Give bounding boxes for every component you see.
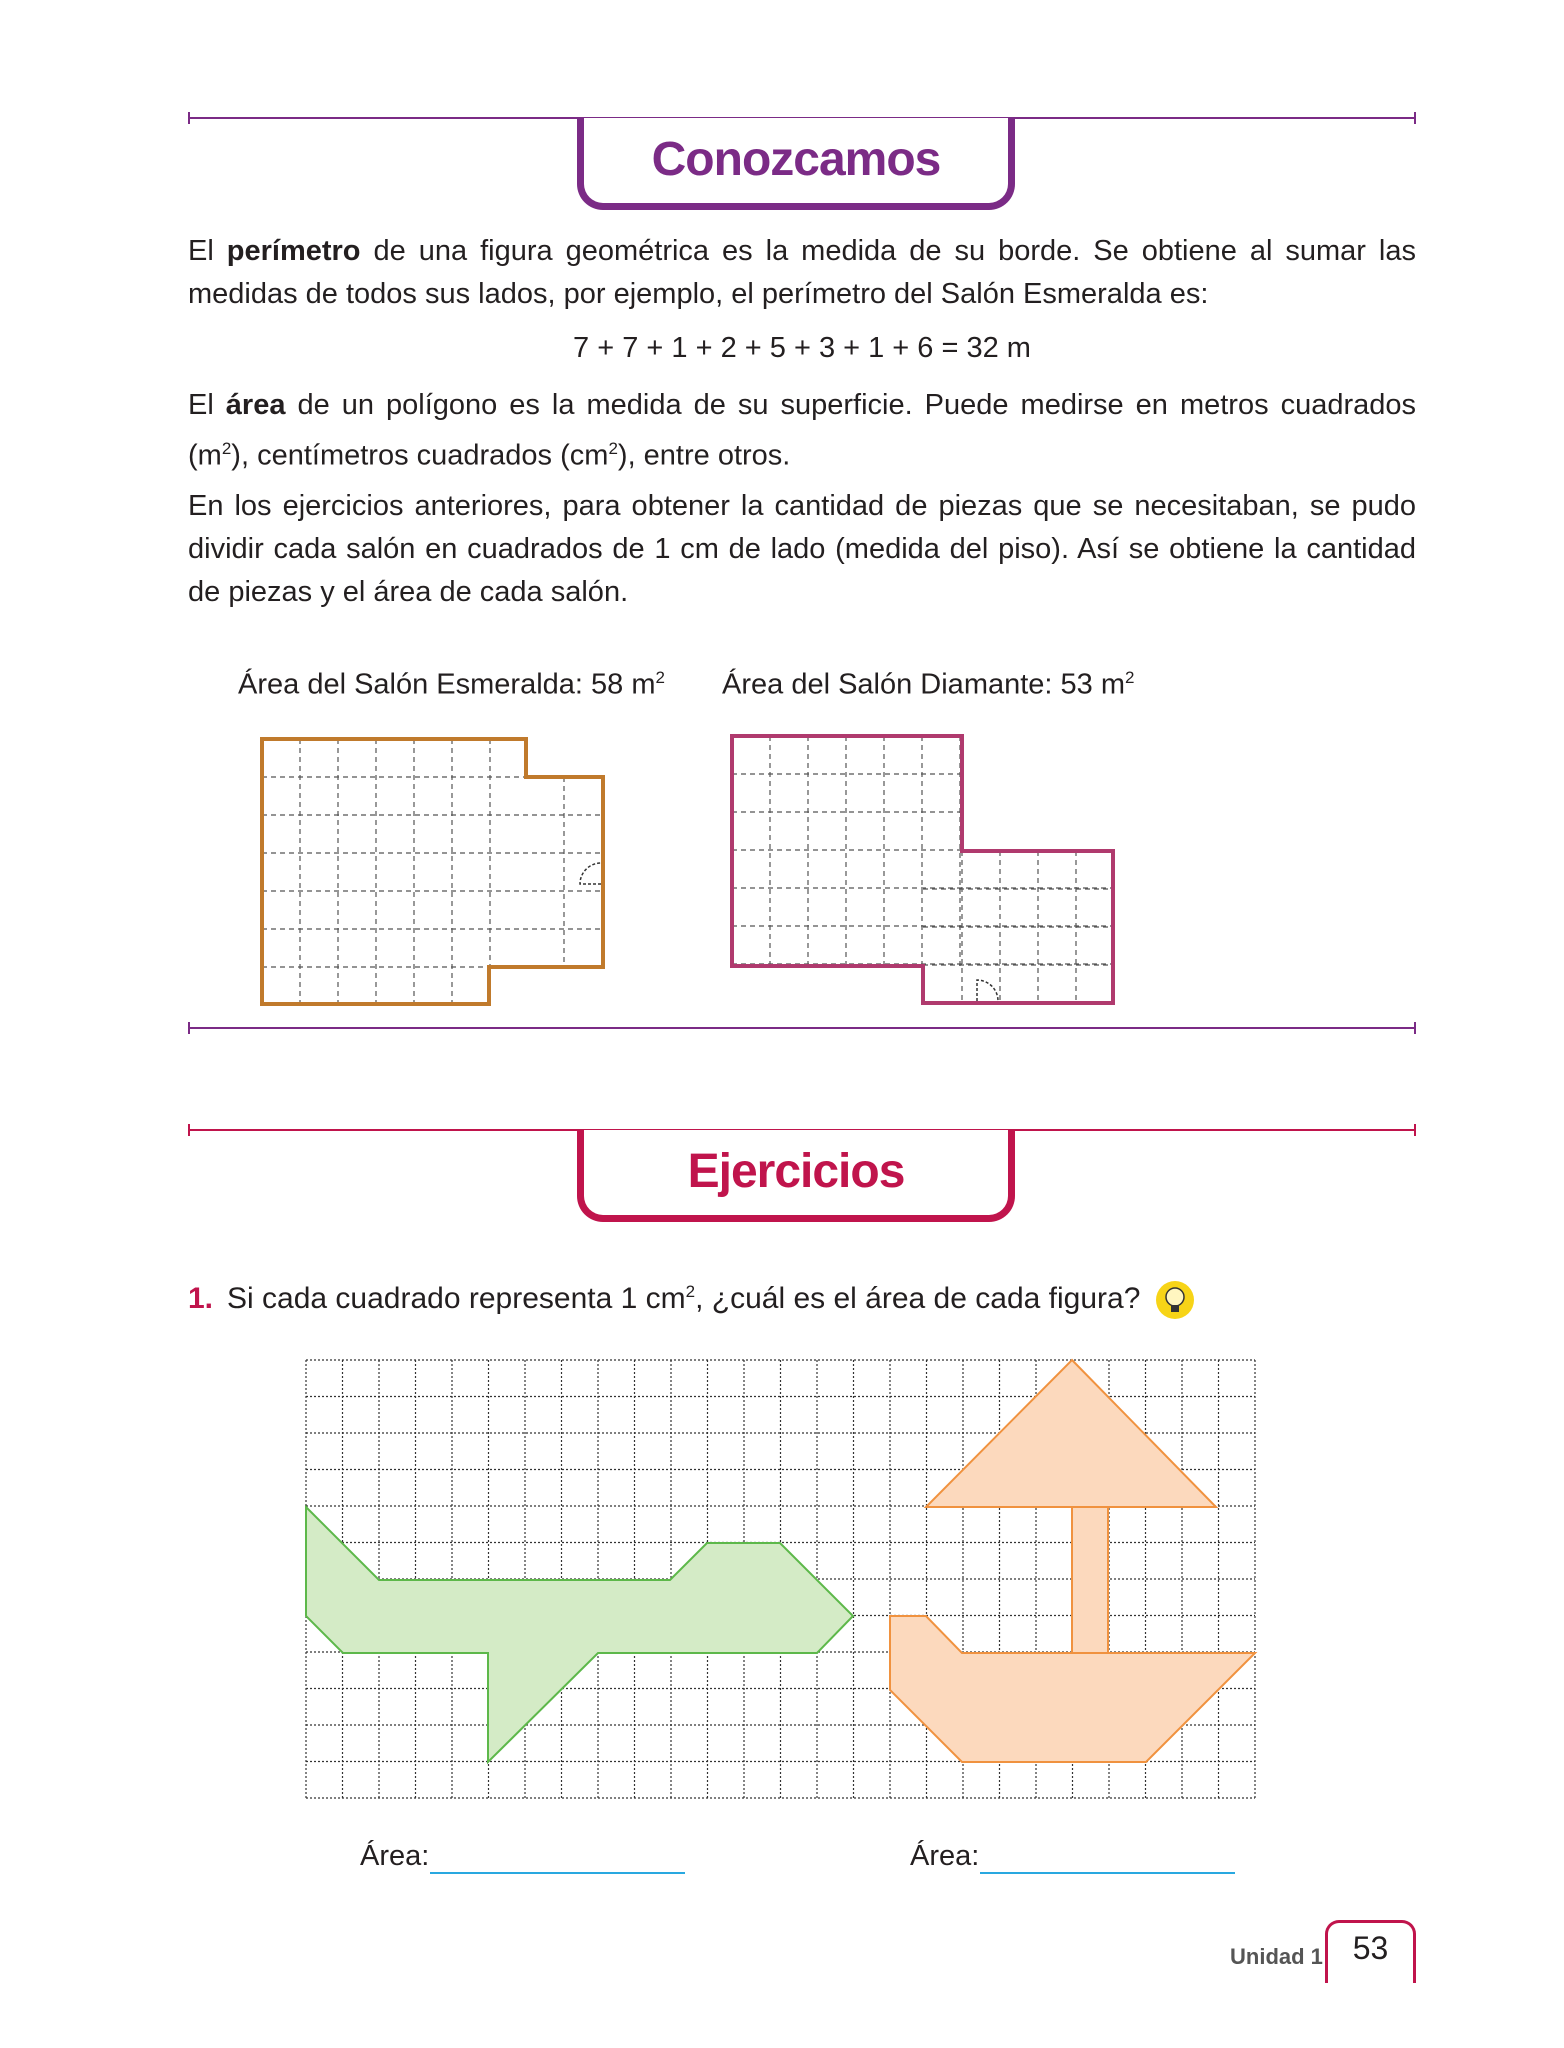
area-term: área [225,389,286,421]
unit-label: Unidad 1 [1230,1944,1323,1969]
perimeter-equation: 7 + 7 + 1 + 2 + 5 + 3 + 1 + 6 = 32 m [573,332,1031,364]
page-number: 53 [1325,1920,1416,1983]
esmeralda-door-mark [580,863,601,884]
perimeter-paragraph: El perímetro de una figura geométrica es la medida de su borde. Se obtiene al sumar las medidas de todos sus lados, por ejemplo, el perímetro del Salón Esmeralda es: [188,235,1416,310]
green-airplane-shape [306,1507,853,1762]
explanation-paragraph: En los ejercicios anteriores, para obtener la cantidad de piezas que se necesitaban, se pudo dividir cada salón en cuadrados de 1 cm de lado (medida del piso). Así se obtiene la cantidad de piezas y el área de cada salón. [188,490,1416,608]
orange-umbrella-stem [1072,1507,1108,1653]
exercise-number: 1. [188,1281,214,1315]
answer-label-2: Área: [910,1840,980,1872]
answer-label-1: Área: [360,1840,430,1872]
exercise-1-question: 1. Si cada cuadrado representa 1 $cm^2$, ¿cuál es el área de cada figura? [188,1280,1195,1320]
diamante-caption: Área del Salón Diamante: 53 $m^2$ [722,668,1135,701]
esmeralda-floorplan [262,739,603,1004]
diamante-door-mark [977,980,998,1001]
answer-field-1[interactable] [430,1872,685,1874]
area-paragraph: El área de un polígono es la medida de su superficie. Puede medirse en metros cuadrados $(m^2)$, centímetros cuadrados $(cm^2)$, entre otros. [188,389,1417,472]
section-title-ejercicios: Ejercicios [577,1130,1015,1222]
perimeter-term: perímetro [226,235,361,267]
orange-umbrella-top [926,1360,1216,1507]
esmeralda-caption: Área del Salón Esmeralda: 58 $m^2$ [238,668,665,701]
section-title-conozcamos: Conozcamos [577,118,1015,210]
exercise-grid [0,1300,1564,1820]
section-bottom-rule [188,1027,1416,1029]
answer-field-2[interactable] [980,1872,1235,1874]
